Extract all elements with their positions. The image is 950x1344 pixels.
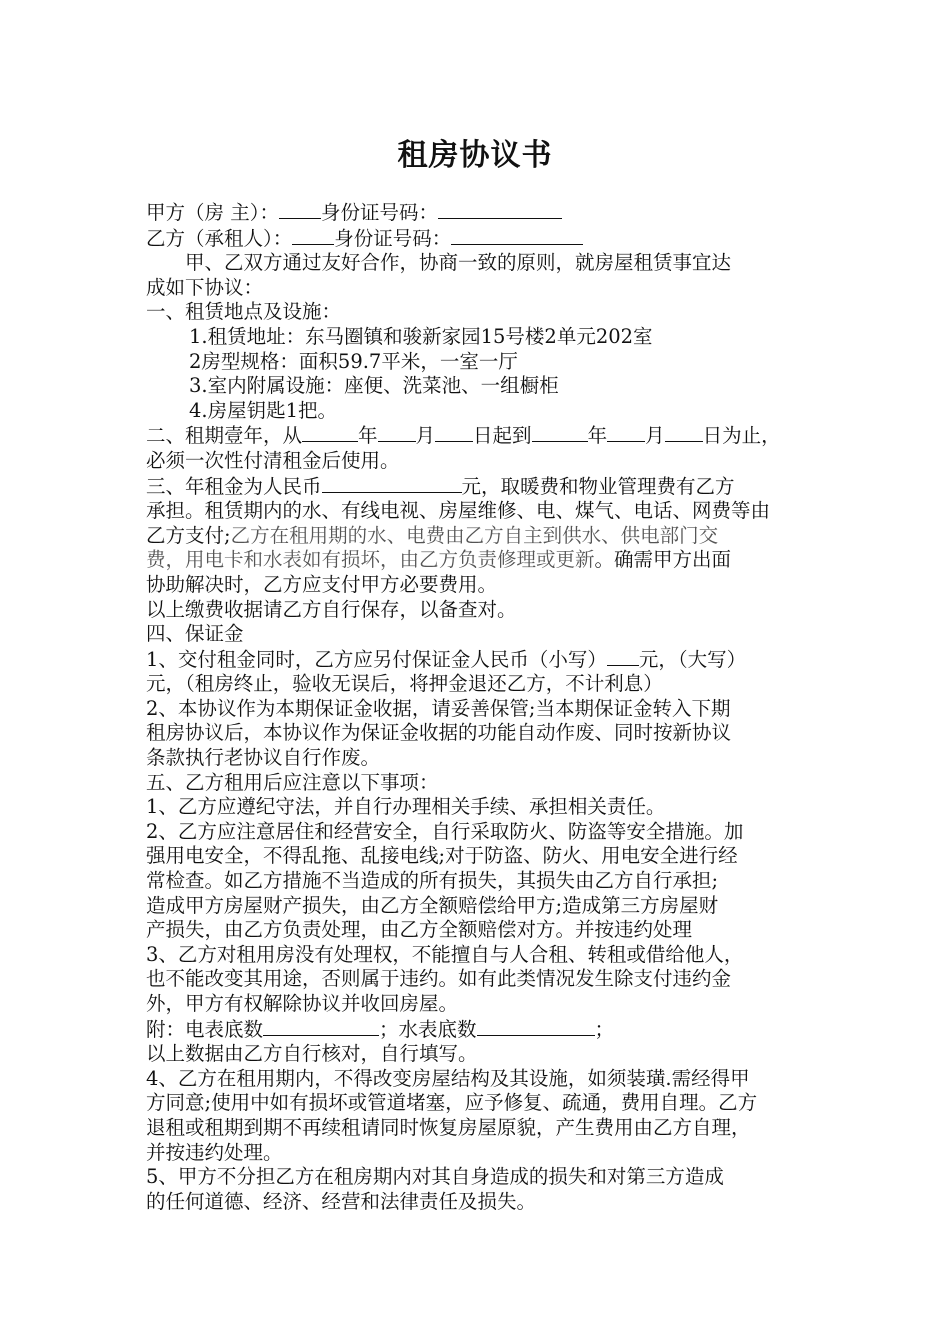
section-1-heading: 一、租赁地点及设施： [146, 300, 342, 324]
section-5-item-4: 并按违约处理。 [146, 1140, 283, 1164]
meter-readings-line [146, 1017, 812, 1043]
day-from-label: 日起到 [473, 424, 532, 448]
section-3-line-1 [146, 474, 812, 500]
section-1-item: 2房型规格：面积59.7平米，一室一厅 [189, 349, 518, 373]
start-month-blank [378, 423, 416, 442]
party-b-name-blank [292, 226, 334, 245]
section-5-item-5: 5、甲方不分担乙方在租房期内对其自身造成的损失和对第三方造成 [146, 1165, 724, 1189]
party-a-name-blank [279, 200, 321, 219]
section-3-text-end: 元，取暖费和物业管理费有乙方 [461, 474, 735, 498]
section-4-item-1 [146, 647, 812, 673]
section-3-text-grey: 乙方在租用期的水、电费由乙方自主到供水、供电部门交 [230, 523, 719, 547]
section-5-item-2: 产损失，由乙方负责处理，由乙方全额赔偿对方。并按违约处理 [146, 918, 693, 942]
section-4-item-2: 条款执行老协议自行作废。 [146, 746, 381, 770]
intro-line-1: 甲、乙双方通过友好合作，协商一致的原则，就房屋租赁事宜达 [185, 251, 732, 275]
month-label: 月 [645, 424, 665, 448]
section-1-item: 4.房屋钥匙1把。 [189, 398, 338, 422]
section-5-item-2: 造成甲方房屋财产损失，由乙方全额赔偿给甲方;造成第三方房屋财 [146, 893, 719, 917]
annual-rent-blank [322, 474, 462, 493]
section-5-item-2: 强用电安全，不得乱拖、乱接电线;对于防盗、防火、用电安全进行经 [146, 844, 738, 868]
section-2-line-1 [146, 423, 812, 449]
deposit-text: 1、交付租金同时，乙方应另付保证金人民币（小写） [146, 647, 607, 671]
intro-line-2: 成如下协议： [146, 275, 264, 299]
party-a-id-blank [438, 200, 562, 219]
section-3-line-3 [146, 524, 812, 549]
section-3-line-4 [146, 548, 812, 573]
meter-note: 以上数据由乙方自行核对，自行填写。 [146, 1042, 478, 1066]
section-3-text: 三、年租金为人民币 [146, 474, 322, 498]
section-5-item-3: 外，甲方有权解除协议并收回房屋。 [146, 992, 459, 1015]
start-year-blank [302, 423, 358, 442]
section-5-item-3: 也不能改变其用途，否则属于违约。如有此类情况发生除支付违约金 [146, 967, 732, 991]
party-b-id-blank [451, 226, 583, 245]
section-2-text: 二、租期壹年，从 [146, 424, 303, 448]
month-label: 月 [415, 424, 436, 448]
section-1-item: 1.租赁地址：东马圈镇和骏新家园15号楼2单元202室 [189, 324, 653, 348]
section-4-item-1-cont: 元，（租房终止，验收无误后，将押金退还乙方，不计利息） [146, 672, 663, 696]
electric-meter-label: 附：电表底数 [146, 1017, 264, 1041]
section-5-item-2: 常检查。如乙方措施不当造成的所有损失，其损失由乙方自行承担; [146, 869, 719, 893]
year-label: 年 [587, 424, 608, 448]
section-4-item-2: 2、本协议作为本期保证金收据，请妥善保管;当本期保证金转入下期 [146, 696, 731, 720]
day-to-label: 日为止， [702, 424, 781, 448]
section-3-line-2: 承担。租赁期内的水、有线电视、房屋维修、电、煤气、电话、网费等由 [146, 499, 771, 523]
section-3-text: 。确需甲方出面 [594, 548, 732, 572]
start-day-blank [435, 423, 473, 442]
section-3-text: 乙方支付; [146, 523, 231, 547]
party-a-id-label: 身份证号码： [320, 201, 438, 224]
section-4-item-2: 租房协议后，本协议作为保证金收据的功能自动作废、同时按新协议 [146, 721, 732, 745]
section-3-line-5: 协助解决时，乙方应支付甲方必要费用。 [146, 572, 498, 596]
section-5-item-2: 2、乙方应注意居住和经营安全，自行采取防火、防盗等安全措施。加 [146, 819, 744, 843]
section-5-item-4: 4、乙方在租用期内，不得改变房屋结构及其设施，如须装璜.需经得甲 [146, 1066, 750, 1090]
section-1-item: 3.室内附属设施：座便、洗菜池、一组橱柜 [189, 374, 559, 398]
document-title: 租房协议书 [397, 138, 553, 173]
deposit-amount-blank [607, 647, 639, 666]
party-a-label: 甲方（房 主）： [146, 201, 279, 224]
section-5-item-1: 1、乙方应遵纪守法，并自行办理相关手续、承担相关责任。 [146, 795, 666, 819]
end-month-blank [607, 423, 645, 442]
end-day-blank [665, 423, 703, 442]
section-3-line-6: 以上缴费收据请乙方自行保存，以备查对。 [146, 597, 517, 621]
water-meter-blank [477, 1017, 595, 1036]
section-4-heading: 四、保证金 [146, 622, 244, 646]
party-a-line [146, 200, 812, 226]
agreement-body [146, 200, 812, 1214]
section-5-item-4: 退租或租期到期不再续租请同时恢复房屋原貌，产生费用由乙方自理， [146, 1115, 751, 1139]
year-label: 年 [358, 424, 378, 448]
end-year-blank [532, 423, 588, 442]
section-2-line-2: 必须一次性付清租金后使用。 [146, 448, 400, 472]
deposit-text-end: 元，（大写） [638, 647, 747, 671]
section-5-item-4: 方同意;使用中如有损坏或管道堵塞，应予修复、疏通，费用自理。乙方 [146, 1091, 758, 1115]
party-b-line [146, 226, 812, 252]
section-5-item-5: 的任何道德、经济、经营和法律责任及损失。 [146, 1189, 537, 1213]
electric-meter-blank [263, 1017, 379, 1036]
section-5-heading: 五、乙方租用后应注意以下事项： [146, 770, 439, 794]
party-b-label: 乙方（承租人）： [146, 226, 293, 250]
water-meter-label: ；水表底数 [379, 1017, 477, 1041]
party-b-id-label: 身份证号码： [334, 226, 452, 250]
section-5-item-3: 3、乙方对租用房没有处理权，不能擅自与人合租、转租或借给他人， [146, 942, 744, 966]
meter-line-end: ； [594, 1017, 615, 1041]
section-3-text-grey: 费，用电卡和水表如有损坏，由乙方负责修理或更新 [146, 548, 595, 572]
